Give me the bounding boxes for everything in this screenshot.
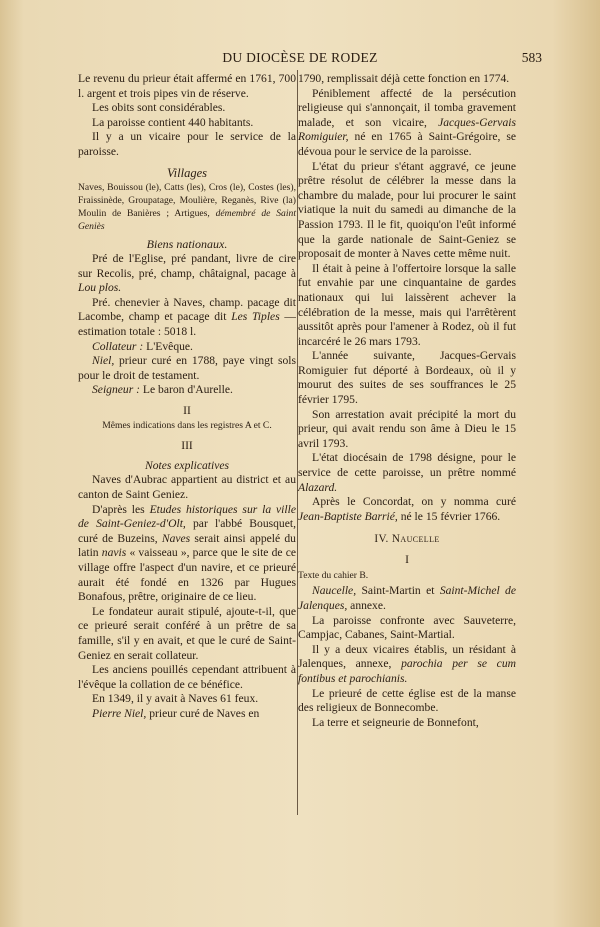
villages-tail-italic: démembré de Saint Geniès <box>78 207 296 232</box>
text: « vaisseau », parce que le site de ce village offre l'aspect d'un navire, et ce prieuré aurait été fondé en 1326 par Hugues Bonafous, prêtre, originaire de ce lieu. <box>78 546 297 604</box>
villages-heading: Villages <box>166 165 208 180</box>
niel-label: Niel, <box>92 354 115 368</box>
paragraph: 1790, remplissait déjà cette fonction en 1774. <box>298 72 510 85</box>
paragraph: Les obits sont considérables. <box>92 101 226 115</box>
left-column <box>78 72 296 722</box>
paragraph: Son arrestation avait précipité la mort du prieur, qui avait rendu son âme à Dieu le 15 avril 1793. <box>298 407 516 450</box>
paragraph: La terre et seigneurie de Bonnefont, <box>312 715 479 729</box>
page-number: 583 <box>521 50 542 65</box>
section-i: I <box>405 553 409 566</box>
collateur-label: Collateur : <box>92 339 144 353</box>
text: né en 1765 à Saint-Grégoire, se dévoua pour le service de la paroisse. <box>298 130 516 158</box>
notes-heading: Notes explicatives <box>144 458 230 472</box>
text: par l'abbé Bousquet, curé de Buzeins, <box>78 517 296 545</box>
paragraph: L'état du prieur s'étant aggravé, ce jeune prêtre résolut de célébrer la messe dans la chambre du malade, pour lui procurer le saint viatique la nuit du samedi au dimanche de la Passion 1793. Il le fit, quoiqu'on l'eût informé que la garde nationale de Saint-Geniez se proposait de monter à Naves cette même nuit. <box>298 159 516 261</box>
section-iv-number: IV. <box>374 533 389 546</box>
text: prieur curé de Naves en <box>149 706 260 720</box>
paragraph <box>298 584 516 613</box>
section-iii: III <box>181 439 193 453</box>
paragraph: L'année suivante, Jacques-Gervais Romiguier fut déporté à Bordeaux, où il y mourut des suites de ses souffrances le 25 février 1795. <box>298 349 516 407</box>
paragraph <box>78 707 296 722</box>
paragraph <box>298 643 516 687</box>
text: Pré de l'Eglise, pré pandant, livre de cire sur Recolis, pré, champ, châtaignal, pacage à <box>78 251 296 280</box>
paragraph: Le fondateur aurait stipulé, ajoute-t-il, que ce prieuré serait conféré à un prêtre de sa famille, s'il y en avait, et que le curé de Saint-Geniez en serait collateur. <box>78 604 296 662</box>
italic-text: Saint-Michel de Jalenques, <box>298 584 516 612</box>
italic-text: Jean-Baptiste Barrié, <box>298 509 398 523</box>
running-title: DU DIOCÈSE DE RODEZ <box>222 50 378 65</box>
italic-text: Alazard. <box>298 480 338 494</box>
section-ii: II <box>183 403 191 417</box>
italic-text: Les Tiples <box>231 310 280 324</box>
text: D'après les <box>92 502 145 516</box>
text: né le 15 février 1766. <box>400 509 501 523</box>
italic-text: Lou plos. <box>78 281 122 295</box>
paragraph: Le revenu du prieur était affermé en 1761, 700 l. argent et trois pipes vin de réserve. <box>78 72 296 100</box>
italic-text: Jacques-Gervais Romiguier, <box>298 115 516 144</box>
text: Il y a deux vicaires établis, un résidant à Jalenques, annexe, <box>298 642 516 671</box>
paragraph: La paroisse confronte avec Sauveterre, Campjac, Cabanes, Saint-Martial. <box>298 613 516 642</box>
running-header <box>0 50 600 70</box>
paragraph: Les anciens pouillés cependant attribuent à l'évêque la collation de ce bénéfice. <box>78 663 296 691</box>
paragraph <box>298 87 516 160</box>
paragraph <box>298 495 516 524</box>
section-iv-name: Naucelle <box>391 533 440 546</box>
text: Pré. chenevier à Naves, champ. pacage dit Lacombe, champ et pacage dit <box>78 295 296 324</box>
text: annexe. <box>350 598 386 612</box>
section-iv-heading <box>298 532 516 547</box>
italic-text: Etudes historiques sur la ville de Saint-Geniez-d'Olt, <box>78 502 296 531</box>
collateur-value: L'Evêque. <box>146 339 193 353</box>
paragraph <box>78 296 296 340</box>
text: — estimation totale : 5018 l. <box>78 310 297 338</box>
italic-text: parochia per se cum fontibus et parochianis. <box>298 657 516 685</box>
paragraph: La paroisse contient 440 habitants. <box>92 115 254 129</box>
texte-cahier: Texte du cahier B. <box>298 569 369 581</box>
paragraph: Il était à peine à l'offertoire lorsque la salle fut envahie par une cinquantaine de gardes nationaux qui lui laissèrent achever la célébration de la messe, mais qui l'arrêtèrent aussitôt après pour l'amener à Rodez, où il fut incarcéré le 26 mars 1793. <box>298 261 516 348</box>
paragraph: Naves d'Aubrac appartient au district et au canton de Saint Geniez. <box>78 473 296 502</box>
paragraph <box>78 383 296 398</box>
paragraph: En 1349, il y avait à Naves 61 feux. <box>92 692 259 706</box>
text: L'état diocésain de 1798 désigne, pour le service de cette paroisse, un prêtre nommé <box>298 451 516 480</box>
villages-names: Naves, Bouissou (le), Catts (les), Cros (le), Costes (les), Fraissinède, Groupatage, Moulière, Reganès, Rive (la) Moulin de Banières ; <box>78 182 296 219</box>
paragraph: Il y a un vicaire pour le service de la paroisse. <box>78 130 296 158</box>
italic-text: Naves <box>161 531 191 545</box>
paragraph <box>78 503 296 605</box>
text: prieur curé en 1788, paye vingt sols pour le droit de testament. <box>78 354 296 382</box>
paragraph <box>78 252 296 296</box>
right-column <box>298 72 516 730</box>
italic-text: Naucelle, <box>312 584 357 598</box>
text: Après le Concordat, on y nomma curé <box>312 495 516 509</box>
text: serait ainsi appelé du latin <box>78 531 296 560</box>
italic-text: Pierre Niel, <box>92 706 147 720</box>
memes-indications: Mêmes indications dans les registres A et C. <box>102 420 272 432</box>
seigneur-value: Le baron d'Aurelle. <box>142 383 233 397</box>
paragraph: Le prieuré de cette église est de la manse des religieux de Bonnecombe. <box>298 686 516 715</box>
villages-list <box>78 182 296 233</box>
text: Péniblement affecté de la persécution religieuse qui s'annonçait, il tomba gravement malade, et son vicaire, <box>298 86 516 129</box>
italic-text: navis <box>101 546 127 560</box>
text: Saint-Martin et <box>361 584 435 598</box>
biens-heading: Biens nationaux. <box>146 237 228 252</box>
paragraph <box>78 340 296 355</box>
paragraph <box>78 354 296 383</box>
seigneur-label: Seigneur : <box>92 383 140 397</box>
paragraph <box>298 451 516 495</box>
villages-tail: Artigues, <box>174 207 210 219</box>
